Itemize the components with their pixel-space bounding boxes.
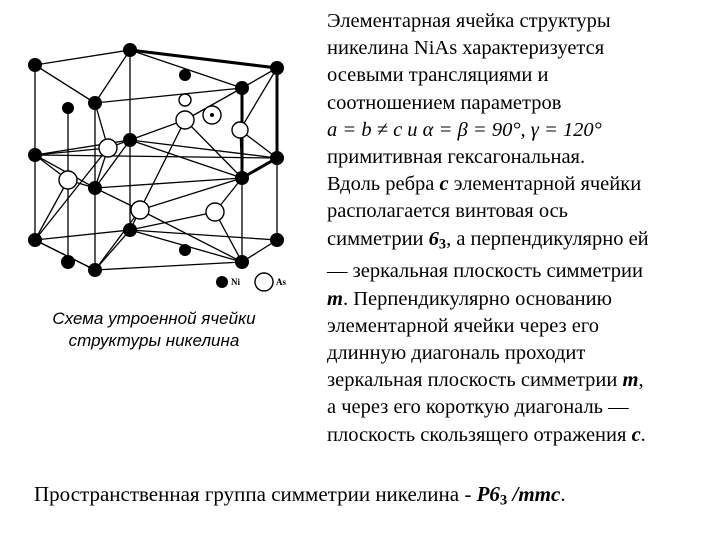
text-segment: а через его короткую диагональ — — [327, 396, 629, 419]
text-segment: P6 — [476, 482, 500, 506]
text-segment: соотношением параметров — [327, 91, 562, 114]
text-segment: m — [327, 287, 343, 310]
description-line — [327, 144, 717, 171]
text-segment: /mmc — [507, 482, 561, 506]
text-segment: элементарной ячейки — [448, 173, 642, 196]
description-line — [327, 367, 717, 394]
text-segment: — зеркальная плоскость симметрии — [327, 260, 643, 283]
text-segment: Пространственная группа симметрии никелина - — [34, 482, 477, 506]
text-segment: плоскость скользящего отражения — [327, 423, 632, 446]
caption-line: Схема утроенной ячейки — [52, 309, 256, 328]
description-text — [327, 8, 717, 449]
text-segment: 6 — [428, 227, 439, 250]
text-segment: . — [560, 482, 566, 506]
text-segment: m — [622, 369, 639, 392]
description-line — [327, 171, 717, 198]
description-line — [327, 8, 717, 35]
legend — [216, 273, 286, 291]
text-segment: Вдоль ребра — [327, 173, 440, 196]
description-line — [327, 117, 717, 144]
space-group-line — [34, 480, 714, 515]
as-legend-label: As — [276, 277, 287, 287]
text-segment: примитивная гексагональная. — [327, 146, 586, 169]
nickeline-structure-figure — [0, 0, 310, 310]
text-segment: 3 — [499, 492, 508, 509]
description-line — [327, 198, 717, 225]
description-line — [327, 422, 717, 449]
description-line — [327, 394, 717, 421]
text-segment: располагается винтовая ось — [327, 200, 569, 223]
text-segment: . — [640, 423, 646, 446]
text-segment: c — [631, 423, 641, 446]
text-segment: , а перпендикулярно ей — [446, 227, 649, 250]
text-segment: осевыми трансляциями и — [327, 64, 549, 87]
description-line — [327, 62, 717, 89]
ni-atoms — [28, 43, 284, 277]
text-segment: 3 — [438, 236, 447, 253]
text-segment: симметрии — [327, 227, 429, 250]
description-line — [327, 313, 717, 340]
description-line — [327, 90, 717, 117]
ni-legend-label: Ni — [231, 277, 240, 287]
text-segment: , — [638, 369, 644, 392]
description-line — [327, 258, 717, 285]
text-segment: зеркальная плоскость симметрии — [327, 369, 623, 392]
text-segment: никелина NiAs характеризуется — [327, 37, 605, 60]
text-segment: c — [439, 173, 449, 196]
as-legend-icon — [255, 273, 273, 291]
crystal-structure-diagram — [0, 0, 310, 310]
ni-legend-icon — [216, 276, 228, 288]
description-line — [327, 35, 717, 62]
text-segment: элементарной ячейки через его — [327, 314, 600, 337]
text-segment: Элементарная ячейка структуры — [327, 10, 611, 32]
text-segment: длинную диагональ проходит — [327, 342, 586, 365]
description-line — [327, 340, 717, 367]
text-segment: a = b ≠ c и α = β = 90°, γ = 120° — [327, 118, 602, 141]
description-line — [327, 226, 717, 259]
caption-line: структуры никелина — [68, 331, 240, 350]
figure-caption — [14, 308, 294, 352]
text-segment: . Перпендикулярно основанию — [342, 287, 612, 310]
description-line — [327, 286, 717, 313]
